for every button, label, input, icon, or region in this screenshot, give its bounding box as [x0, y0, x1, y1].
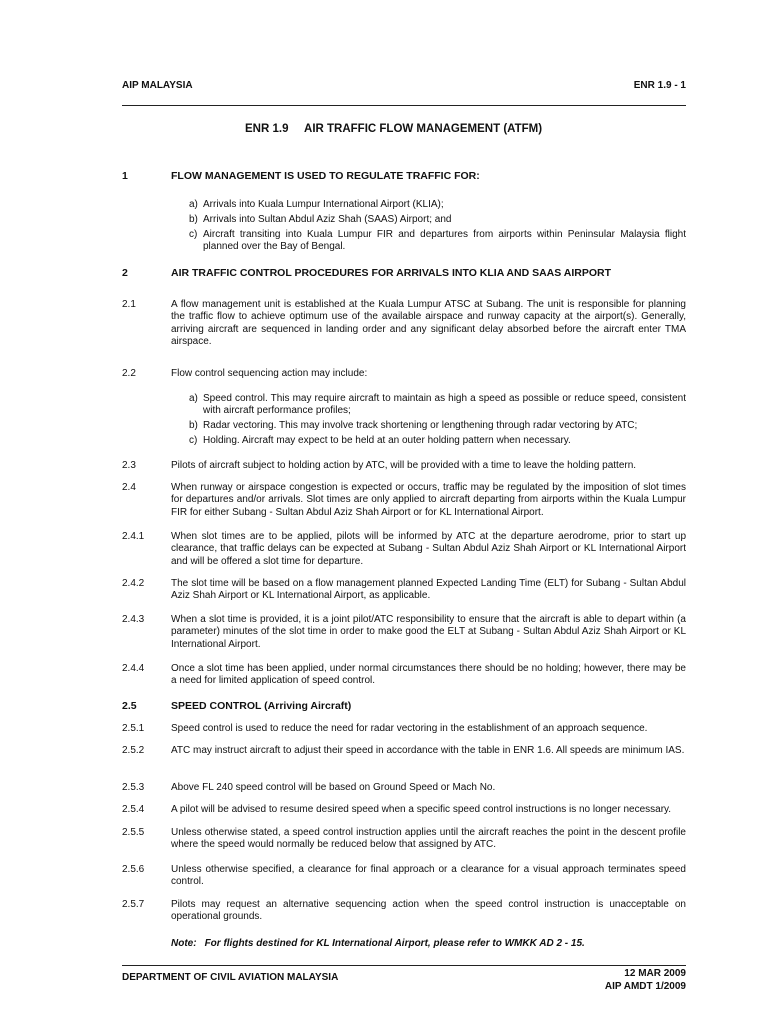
para-number: 2.3 — [122, 460, 136, 471]
para-text: A pilot will be advised to resume desired speed when a specific speed control instructions is no longer necessary. — [171, 804, 672, 815]
para-number: 2.5.5 — [122, 827, 145, 838]
header-publication: AIP MALAYSIA — [122, 80, 193, 91]
list-item — [189, 214, 686, 226]
section-2-5-number: 2.5 — [122, 700, 137, 712]
list-item-text: Arrivals into Sultan Abdul Aziz Shah (SAAS) Airport; and — [203, 214, 452, 225]
note — [171, 938, 585, 949]
para-number: 2.4.2 — [122, 578, 145, 589]
para-text: Once a slot time has been applied, under normal circumstances there should be no holding; however, there may be a need for limited application of speed control. — [171, 663, 686, 687]
note-label: Note: — [171, 938, 197, 949]
list-item-label: a) — [189, 393, 198, 404]
section-1-number: 1 — [122, 170, 128, 182]
para-text: When slot times are to be applied, pilots will be informed by ATC at the departure aerodrome, prior to start up clearance, that traffic delays can be expected at Subang - Sultan Abdul Aziz Shah Airport or KL International Airport and will be offered a slot time for departure. — [171, 531, 686, 567]
section-1-heading: FLOW MANAGEMENT IS USED TO REGULATE TRAFFIC FOR: — [171, 170, 480, 182]
list-item-label: c) — [189, 229, 198, 240]
para-text: Unless otherwise stated, a speed control instruction applies until the aircraft reaches the point in the descent profile where the speed would normally be reduced below that assigned by ATC. — [171, 827, 686, 851]
list-item — [189, 199, 686, 211]
section-2-5-heading: SPEED CONTROL (Arriving Aircraft) — [171, 700, 352, 712]
list-item-text: Radar vectoring. This may involve track shortening or lengthening through radar vectoring by ATC; — [203, 420, 638, 431]
para-number: 2.5.3 — [122, 782, 145, 793]
list-item-text: Aircraft transiting into Kuala Lumpur FIR and departures from airports within Peninsular Malaysia flight planned over the Bay of Bengal. — [203, 229, 686, 253]
list-item-label: b) — [189, 214, 198, 225]
list-item — [189, 229, 686, 254]
para-number: 2.1 — [122, 299, 136, 310]
list-item-text: Holding. Aircraft may expect to be held at an outer holding pattern when necessary. — [203, 435, 571, 446]
para-text: Pilots of aircraft subject to holding action by ATC, will be provided with a time to leave the holding pattern. — [171, 460, 637, 471]
list-item-text: Arrivals into Kuala Lumpur International Airport (KLIA); — [203, 199, 444, 210]
footer-department: DEPARTMENT OF CIVIL AVIATION MALAYSIA — [122, 972, 339, 983]
para-text: ATC may instruct aircraft to adjust their speed in accordance with the table in ENR 1.6. All speeds are minimum IAS. — [171, 745, 685, 756]
header-divider — [122, 105, 686, 106]
para-number: 2.5.7 — [122, 899, 145, 910]
para-text: A flow management unit is established at the Kuala Lumpur ATSC at Subang. The unit is responsible for planning the traffic flow to achieve optimum use of the available airspace and runway capacity at the airport(s). Generally, arriving aircraft are sequenced in landing order and any significant delay absorbed before the aircraft enter TMA airspace. — [171, 299, 686, 347]
list-item — [189, 393, 686, 418]
para-number: 2.4.4 — [122, 663, 145, 674]
section-2-number: 2 — [122, 267, 128, 279]
para-text: Pilots may request an alternative sequencing action when the speed control instruction is unacceptable on operational grounds. — [171, 899, 686, 923]
list-item-text: Speed control. This may require aircraft to maintain as high a speed as possible or reduce speed, consistent with aircraft performance profiles; — [203, 393, 686, 417]
para-text: Flow control sequencing action may include: — [171, 368, 368, 379]
note-text: For flights destined for KL International Airport, please refer to WMKK AD 2 - 15. — [204, 938, 585, 949]
para-number: 2.4.1 — [122, 531, 145, 542]
para-text: Above FL 240 speed control will be based on Ground Speed or Mach No. — [171, 782, 496, 793]
page-title: ENR 1.9 AIR TRAFFIC FLOW MANAGEMENT (ATFM) — [245, 123, 543, 135]
list-item — [189, 420, 686, 432]
section-2-heading: AIR TRAFFIC CONTROL PROCEDURES FOR ARRIVALS INTO KLIA AND SAAS AIRPORT — [171, 267, 612, 279]
para-number: 2.5.2 — [122, 745, 145, 756]
list-item-label: b) — [189, 420, 198, 431]
footer-divider — [122, 965, 686, 966]
list-item-label: c) — [189, 435, 198, 446]
para-text: Unless otherwise specified, a clearance for final approach or a clearance for a visual approach terminates speed control. — [171, 864, 686, 888]
para-text: Speed control is used to reduce the need for radar vectoring in the establishment of an approach sequence. — [171, 723, 648, 734]
para-text: The slot time will be based on a flow management planned Expected Landing Time (ELT) for Subang - Sultan Abdul Aziz Shah Airport or KL International Airport, as applicable. — [171, 578, 686, 602]
footer-date: 12 MAR 2009 — [624, 968, 686, 979]
footer-amendment: AIP AMDT 1/2009 — [604, 981, 686, 992]
list-item-label: a) — [189, 199, 198, 210]
para-text: When runway or airspace congestion is expected or occurs, traffic may be regulated by the imposition of slot times for departures and/or arrivals. Slot times are only applied to aircraft departing from airports within the Kuala Lumpur FIR for either Subang - Sultan Abdul Aziz Shah Airport or for KL International Airport. — [171, 482, 686, 518]
para-number: 2.4 — [122, 482, 136, 493]
header-page-number: ENR 1.9 - 1 — [633, 80, 686, 91]
para-number: 2.5.6 — [122, 864, 145, 875]
list-item — [189, 435, 686, 447]
para-number: 2.2 — [122, 368, 136, 379]
para-number: 2.5.1 — [122, 723, 145, 734]
para-number: 2.5.4 — [122, 804, 145, 815]
para-text: When a slot time is provided, it is a joint pilot/ATC responsibility to ensure that the aircraft is able to depart within (a parameter) minutes of the slot time in order to make good the ELT at Subang - Sultan Abdul Aziz Shah Airport or KL International Airport. — [171, 614, 686, 650]
para-number: 2.4.3 — [122, 614, 145, 625]
